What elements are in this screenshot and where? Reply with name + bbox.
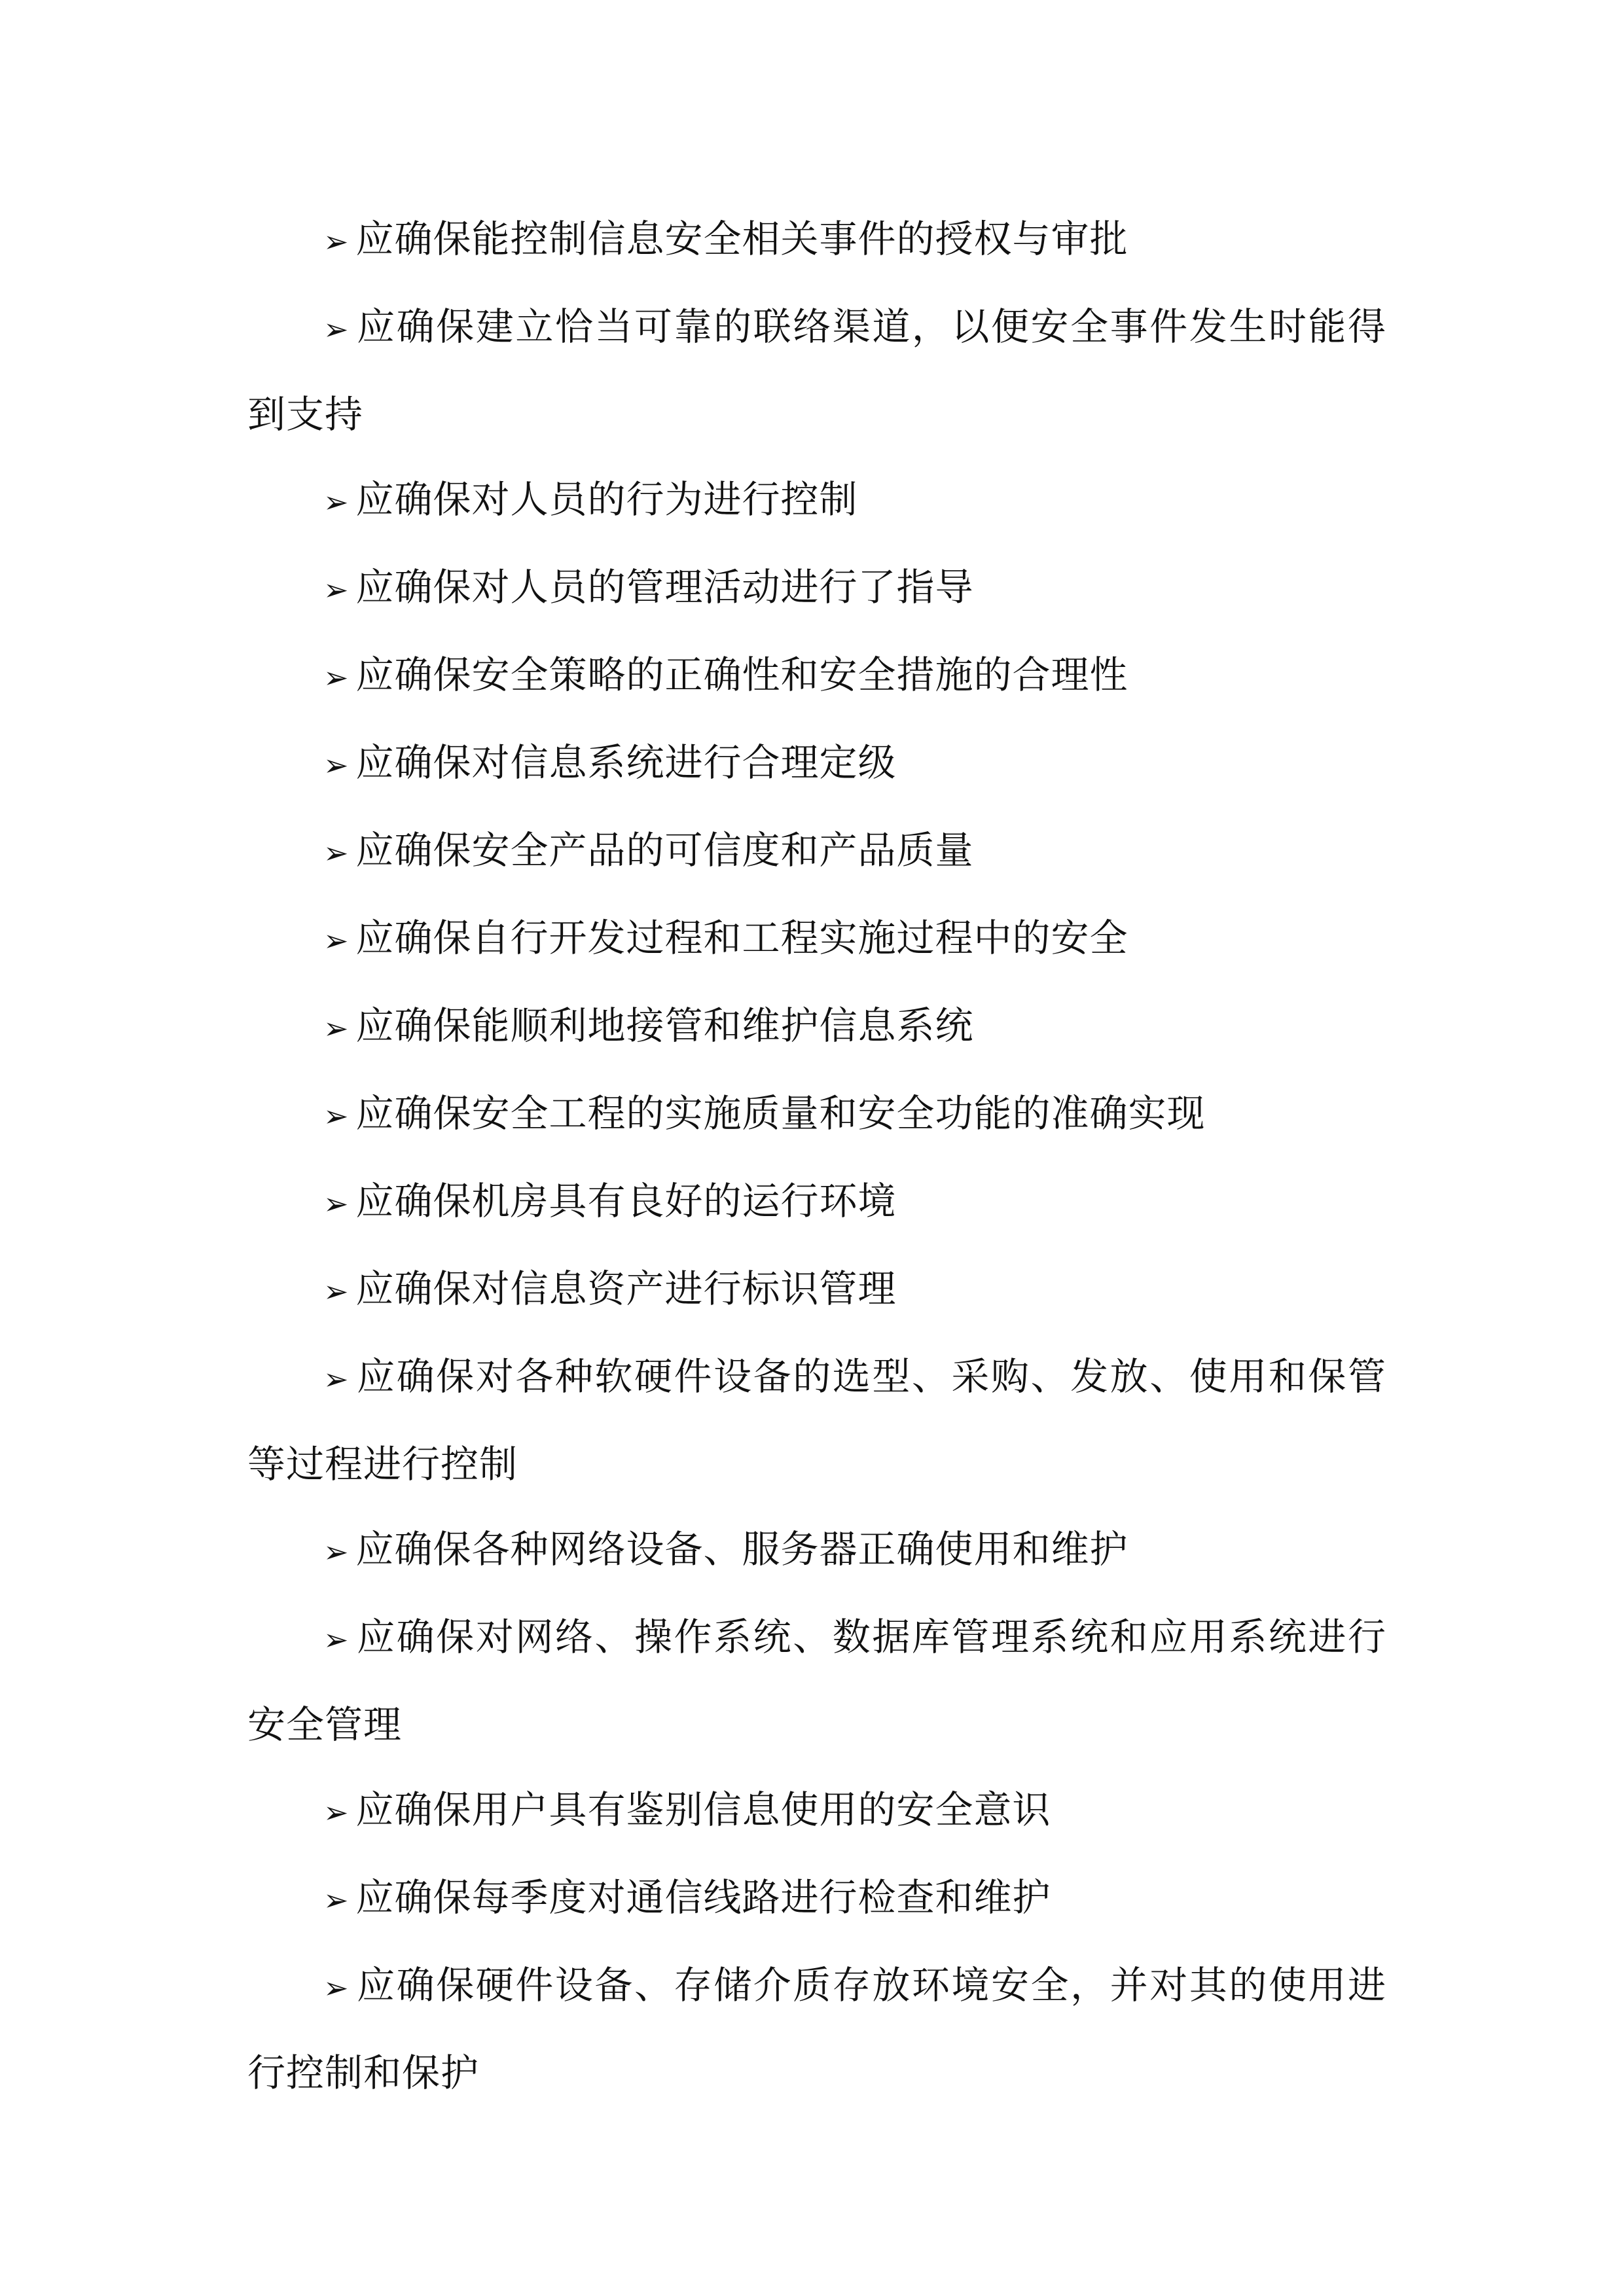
- list-item: [247, 1246, 1386, 1334]
- list-item: [247, 284, 1386, 457]
- list-item-text: 应确保用户具有鉴别信息使用的安全意识: [355, 1787, 1051, 1832]
- arrow-bullet-icon: ➢: [323, 923, 350, 958]
- list-item-text: 应确保对网络、操作系统、数据库管理系统和应用系统进行安全管理: [247, 1615, 1386, 1747]
- document-page: [247, 196, 1386, 2115]
- list-item: [247, 1767, 1386, 1855]
- arrow-bullet-icon: ➢: [323, 1882, 350, 1918]
- list-item: [247, 983, 1386, 1071]
- arrow-bullet-icon: ➢: [323, 224, 350, 259]
- list-item: [247, 895, 1386, 983]
- list-item: [247, 1071, 1386, 1158]
- list-item-text: 应确保建立恰当可靠的联络渠道，以便安全事件发生时能得到支持: [247, 304, 1386, 437]
- list-item: [247, 457, 1386, 545]
- list-item: [247, 1334, 1386, 1507]
- list-item-text: 应确保安全策略的正确性和安全措施的合理性: [355, 653, 1128, 697]
- list-item-text: 应确保对人员的管理活动进行了指导: [355, 565, 974, 609]
- list-item: [247, 632, 1386, 720]
- list-item: [247, 1594, 1386, 1767]
- list-item: [247, 1158, 1386, 1246]
- list-item-text: 应确保机房具有良好的运行环境: [355, 1179, 897, 1223]
- list-item: [247, 1855, 1386, 1943]
- arrow-bullet-icon: ➢: [323, 572, 350, 607]
- arrow-bullet-icon: ➢: [323, 747, 350, 783]
- arrow-bullet-icon: ➢: [323, 660, 350, 695]
- arrow-bullet-icon: ➢: [323, 1534, 350, 1570]
- list-item: [247, 545, 1386, 632]
- list-item-text: 应确保能顺利地接管和维护信息系统: [355, 1003, 974, 1048]
- arrow-bullet-icon: ➢: [323, 1011, 350, 1046]
- arrow-bullet-icon: ➢: [323, 1622, 350, 1657]
- list-item: [247, 196, 1386, 284]
- list-item-text: 应确保对人员的行为进行控制: [355, 477, 858, 522]
- arrow-bullet-icon: ➢: [323, 1970, 350, 2005]
- list-item-text: 应确保安全工程的实施质量和安全功能的准确实现: [355, 1091, 1206, 1136]
- list-item: [247, 720, 1386, 808]
- arrow-bullet-icon: ➢: [323, 1795, 350, 1830]
- list-item-text: 应确保每季度对通信线路进行检查和维护: [355, 1875, 1051, 1920]
- list-item-text: 应确保对信息资产进行标识管理: [355, 1266, 897, 1311]
- arrow-bullet-icon: ➢: [323, 312, 350, 347]
- list-item-text: 应确保对信息系统进行合理定级: [355, 740, 897, 785]
- list-item: [247, 808, 1386, 895]
- list-item-text: 应确保能控制信息安全相关事件的授权与审批: [355, 217, 1128, 261]
- arrow-bullet-icon: ➢: [323, 1361, 350, 1397]
- arrow-bullet-icon: ➢: [323, 835, 350, 870]
- list-item-text: 应确保对各种软硬件设备的选型、采购、发放、使用和保管等过程进行控制: [247, 1354, 1386, 1486]
- arrow-bullet-icon: ➢: [323, 484, 350, 520]
- list-item-text: 应确保自行开发过程和工程实施过程中的安全: [355, 916, 1128, 960]
- list-item-text: 应确保硬件设备、存储介质存放环境安全，并对其的使用进行控制和保护: [247, 1963, 1386, 2095]
- list-item: [247, 1507, 1386, 1594]
- list-item-text: 应确保各种网络设备、服务器正确使用和维护: [355, 1527, 1128, 1571]
- list-item: [247, 1943, 1386, 2115]
- arrow-bullet-icon: ➢: [323, 1186, 350, 1221]
- arrow-bullet-icon: ➢: [323, 1098, 350, 1134]
- list-item-text: 应确保安全产品的可信度和产品质量: [355, 828, 974, 872]
- arrow-bullet-icon: ➢: [323, 1274, 350, 1309]
